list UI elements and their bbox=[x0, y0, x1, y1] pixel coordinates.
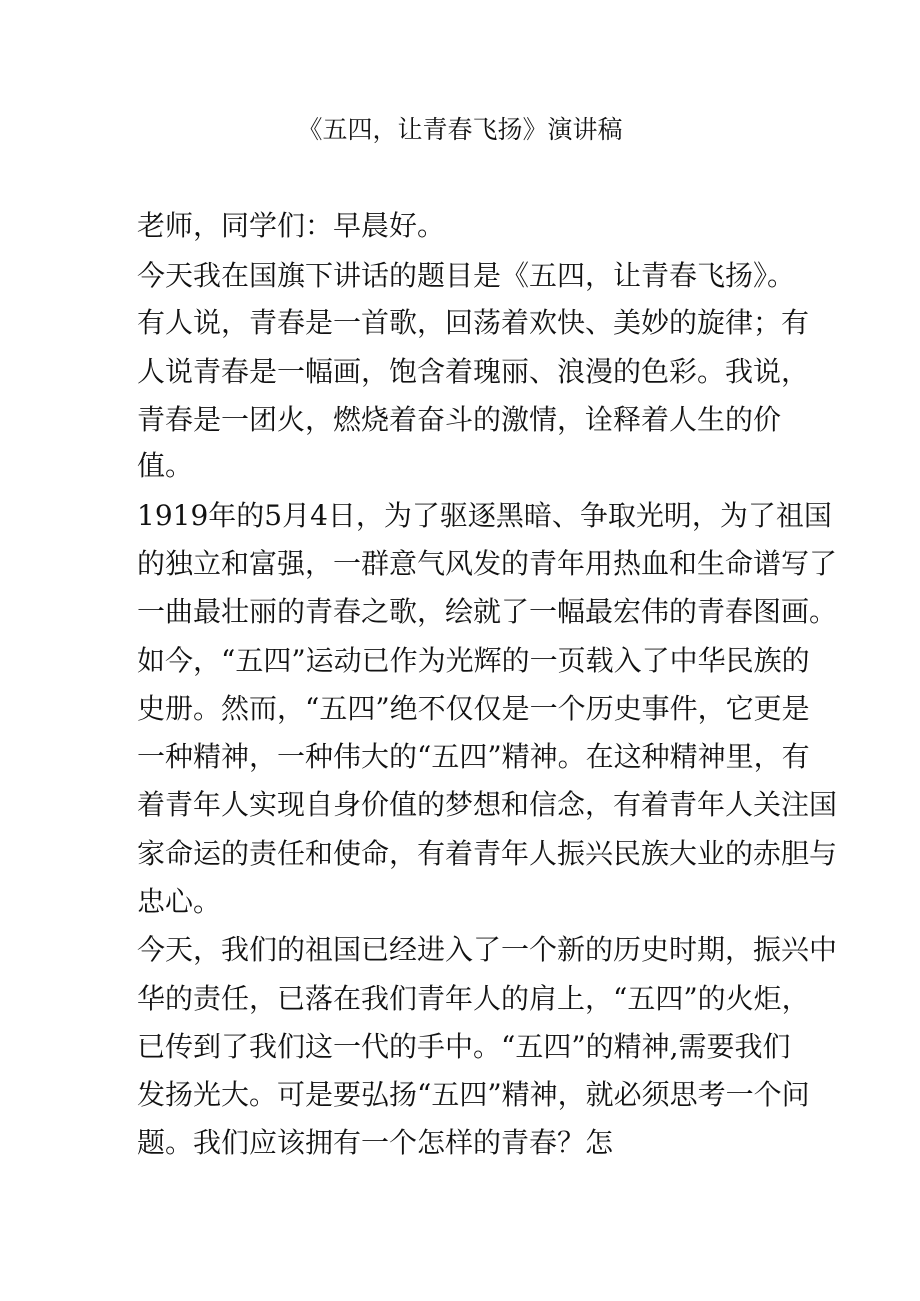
text-line: 今天，我们的祖国已经进入了一个新的历史时期，振兴中 bbox=[137, 933, 838, 966]
text-line: 已传到了我们这一代的手中。“五四”的精神,需要我们 bbox=[137, 1030, 791, 1063]
text-line: 发扬光大。可是要弘扬“五四”精神，就必须思考一个问 bbox=[137, 1078, 810, 1111]
text-line: 题。我们应该拥有一个怎样的青春？怎 bbox=[137, 1126, 614, 1159]
text-line: 值。 bbox=[137, 449, 194, 482]
text-line: 人说青春是一幅画，饱含着瑰丽、浪漫的色彩。我说， bbox=[137, 355, 810, 388]
text-line: 今天我在国旗下讲话的题目是《五四，让青春飞扬》。 bbox=[137, 259, 796, 292]
text-line: 一曲最壮丽的青春之歌，绘就了一幅最宏伟的青春图画。 bbox=[137, 595, 838, 628]
text-line: 的独立和富强，一群意气风发的青年用热血和生命谱写了 bbox=[137, 547, 838, 580]
text-line: 一种精神，一种伟大的“五四”精神。在这种精神里，有 bbox=[137, 740, 810, 773]
text-line-greeting: 老师，同学们：早晨好。 bbox=[137, 209, 446, 242]
text-line: 青春是一团火，燃烧着奋斗的激情，诠释着人生的价 bbox=[137, 403, 782, 436]
text-line: 着青年人实现自身价值的梦想和信念，有着青年人关注国 bbox=[137, 788, 838, 821]
text-line: 如今，“五四”运动已作为光辉的一页载入了中华民族的 bbox=[137, 644, 810, 677]
text-line: 史册。然而，“五四”绝不仅仅是一个历史事件，它更是 bbox=[137, 692, 810, 725]
text-line: 家命运的责任和使命，有着青年人振兴民族大业的赤胆与 bbox=[137, 837, 838, 870]
text-line: 华的责任，已落在我们青年人的肩上，“五四”的火炬， bbox=[137, 982, 810, 1015]
document-title: 《五四，让青春飞扬》演讲稿 bbox=[297, 115, 623, 144]
text-line: 有人说，青春是一首歌，回荡着欢快、美妙的旋律；有 bbox=[137, 306, 810, 339]
text-line: 忠心。 bbox=[137, 885, 222, 918]
text-line: 1919年的5月4日，为了驱逐黑暗、争取光明，为了祖国 bbox=[137, 499, 832, 532]
